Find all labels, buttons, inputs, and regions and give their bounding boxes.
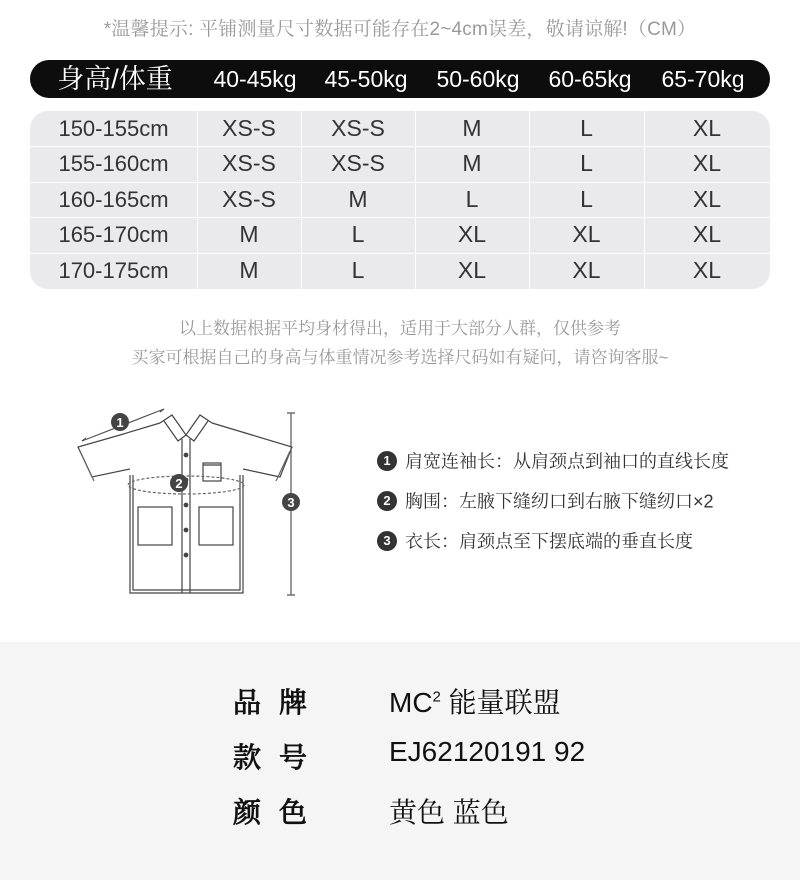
size-cell: L — [580, 186, 593, 212]
header-weight-col: 45-50kg — [324, 66, 408, 92]
garment-diagram — [60, 395, 320, 610]
marker-label: 3 — [287, 495, 295, 510]
measurement-tip: *温馨提示: 平铺测量尺寸数据可能存在2~4cm误差，敬请谅解!（CM） — [103, 19, 697, 40]
header-weight-col: 40-45kg — [213, 66, 297, 92]
size-cell: L — [580, 115, 593, 141]
size-cell: XL — [692, 221, 722, 247]
brand-label: 品牌 — [233, 687, 326, 718]
size-cell: M — [348, 186, 368, 212]
model-label: 款号 — [233, 742, 326, 773]
color-label: 颜色 — [233, 797, 326, 828]
height-cell: 150-155cm — [58, 116, 169, 141]
marker-label: 2 — [175, 476, 183, 491]
size-cell: L — [351, 221, 365, 247]
measurement-item — [377, 488, 714, 512]
size-cell: XL — [692, 115, 722, 141]
measurement-item — [377, 448, 729, 472]
note-line: 以上数据根据平均身材得出，适用于大部分人群，仅供参考 — [179, 319, 621, 338]
size-cell: M — [462, 150, 482, 176]
header-weight-col: 50-60kg — [436, 66, 520, 92]
size-cell: XS-S — [222, 150, 276, 176]
marker-label: 1 — [116, 415, 124, 430]
size-cell: XS-S — [222, 115, 276, 141]
measurement-text: 胸围：左腋下缝纫口到右腋下缝纫口×2 — [405, 491, 714, 512]
table-row — [30, 146, 770, 181]
size-cell: XS-S — [331, 150, 385, 176]
size-cell: M — [462, 115, 482, 141]
header-weight-col: 65-70kg — [661, 66, 745, 92]
height-cell: 160-165cm — [58, 187, 169, 212]
table-row — [30, 111, 770, 146]
brand-value: $MC^2$ 能量联盟 — [389, 687, 561, 718]
size-cell: XS-S — [331, 115, 385, 141]
size-cell: M — [239, 257, 259, 283]
size-cell: XL — [692, 257, 722, 283]
size-cell: L — [351, 257, 365, 283]
table-row — [30, 182, 770, 217]
height-cell: 155-160cm — [58, 151, 169, 176]
size-cell: L — [580, 150, 593, 176]
size-cell: XL — [572, 257, 601, 283]
height-cell: 170-175cm — [58, 258, 169, 283]
size-cell: XL — [457, 257, 487, 283]
color-value: 黄色 蓝色 — [389, 797, 509, 828]
size-cell: XL — [692, 150, 722, 176]
size-table-header — [30, 60, 770, 98]
size-cell: M — [239, 221, 259, 247]
size-cell: XL — [692, 186, 722, 212]
header-height-weight: 身高/体重 — [57, 64, 173, 94]
number-badge-icon: 3 — [377, 531, 397, 551]
model-value: EJ62120191 92 — [389, 736, 586, 767]
header-weight-col: 60-65kg — [548, 66, 632, 92]
size-cell: L — [465, 186, 479, 212]
note-line: 买家可根据自己的身高与体重情况参考选择尺码如有疑问，请咨询客服~ — [131, 348, 669, 367]
measurement-item — [377, 528, 693, 552]
size-cell: XL — [572, 221, 601, 247]
measurement-text: 肩宽连袖长：从肩颈点到袖口的直线长度 — [405, 451, 729, 472]
number-badge-icon: 1 — [377, 451, 397, 471]
table-row — [30, 253, 770, 288]
measurement-text: 衣长：肩颈点至下摆底端的垂直长度 — [405, 531, 693, 552]
size-table — [30, 111, 770, 289]
number-badge-icon: 2 — [377, 491, 397, 511]
table-row — [30, 217, 770, 252]
size-cell: XL — [457, 221, 487, 247]
height-cell: 165-170cm — [58, 222, 169, 247]
size-cell: XS-S — [222, 186, 276, 212]
